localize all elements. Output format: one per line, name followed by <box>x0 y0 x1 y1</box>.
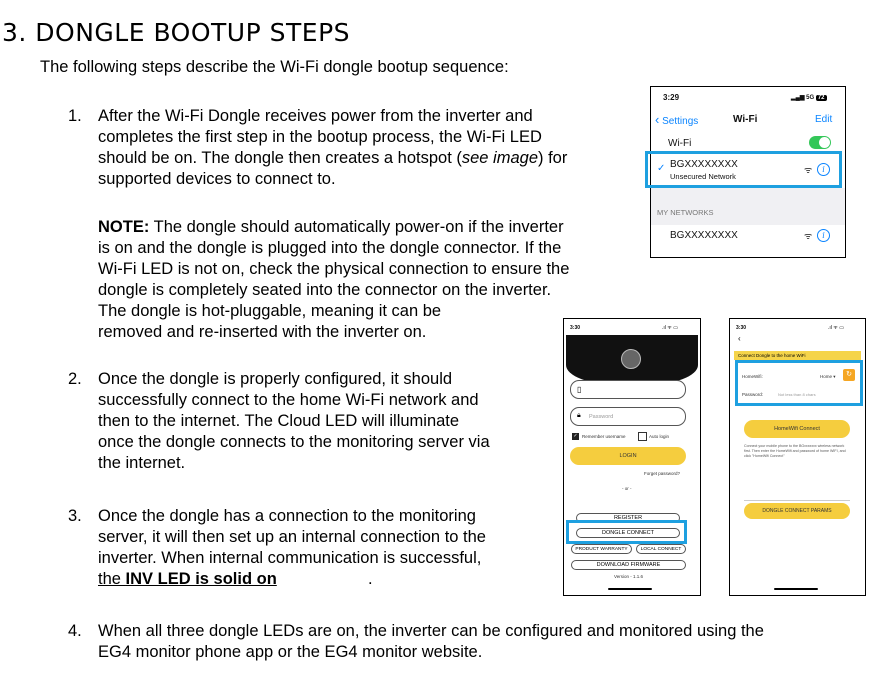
step-line: successfully connect to the home Wi-Fi network and <box>98 391 479 409</box>
step-line: After the Wi-Fi Dongle receives power from the inverter and <box>98 107 533 125</box>
step-line: Once the dongle is properly configured, it should <box>98 370 453 388</box>
step-period: . <box>368 570 373 588</box>
banner <box>734 351 861 360</box>
step-text <box>98 506 486 590</box>
home-indicator <box>608 588 652 590</box>
step-line: then to the internet. The Cloud LED will illuminate <box>98 412 460 430</box>
highlight-box <box>735 360 863 406</box>
home-indicator <box>774 588 818 590</box>
step-line: completes the first step in the bootup process, the Wi-Fi LED <box>98 128 542 146</box>
signal-text: 5G <box>806 95 815 101</box>
status-icons: ▂▄▆ 5G 72 <box>791 95 825 101</box>
note-line: is on and the dongle is plugged into the dongle connector. If the <box>98 239 562 257</box>
phone-icon: ▯ <box>577 385 582 394</box>
back-label: Settings <box>662 116 699 127</box>
note-line: The dongle is hot-pluggable, meaning it can be <box>98 302 442 320</box>
step-text <box>98 621 764 663</box>
auto-login-checkbox[interactable] <box>638 432 647 441</box>
selected-network-name: BGXXXXXXXX <box>670 159 738 170</box>
username-input[interactable] <box>570 380 686 399</box>
step-text <box>98 106 567 190</box>
wifi-toggle[interactable] <box>809 136 831 149</box>
step-line: supported devices to connect to. <box>98 170 336 188</box>
download-firmware-button[interactable]: DOWNLOAD FIRMWARE <box>571 560 686 570</box>
note-line: removed and re-inserted with the inverter on. <box>98 323 427 341</box>
note-line: Wi-Fi LED is not on, check the physical connection to ensure the <box>98 260 570 278</box>
step-line: Once the dongle has a connection to the monitoring <box>98 507 476 525</box>
step-2 <box>68 369 548 479</box>
status-time: 3:30 <box>736 325 747 331</box>
forgot-password-link[interactable]: Forget password? <box>644 471 681 476</box>
or-divider: - or - <box>622 486 632 491</box>
inv-led-text: INV LED is solid on <box>125 570 277 588</box>
selected-network-status: Unsecured Network <box>670 172 736 181</box>
homewifi-value: Home <box>820 374 833 379</box>
step-4 <box>68 621 868 665</box>
section-header: MY NETWORKS <box>657 208 714 217</box>
status-time: 3:30 <box>570 325 581 331</box>
wifi-label: Wi-Fi <box>668 138 692 149</box>
step-line: EG4 monitor phone app or the EG4 monitor website. <box>98 643 483 661</box>
back-button[interactable] <box>655 112 698 127</box>
version-text: Version - 1.1.6 <box>614 574 644 579</box>
remember-label: Remember username <box>582 434 626 439</box>
note-line: dongle is completely seated into the connector on the inverter. <box>98 281 552 299</box>
login-screenshot <box>563 318 701 596</box>
info-icon[interactable]: i <box>817 163 830 176</box>
step-line: server, it will then set up an internal connection to the <box>98 528 486 546</box>
step-3 <box>68 506 548 596</box>
password-input[interactable] <box>570 407 686 426</box>
step-number: 2. <box>68 370 82 388</box>
intro-text: The following steps describe the Wi-Fi dongle bootup sequence: <box>40 58 509 76</box>
info-text: Connect your mobile phone to the BGxxxxxxx wireless network first. Then enter the HomeWifi and password of home WIFI, and click "HomeWifi Connect" <box>744 444 846 458</box>
section-separator <box>651 188 845 225</box>
checkmark-icon: ✓ <box>657 163 666 174</box>
refresh-icon[interactable]: ↻ <box>843 369 855 381</box>
remember-checkbox[interactable]: ✓ <box>573 433 578 439</box>
network-name[interactable]: BGXXXXXXXX <box>670 230 738 241</box>
homewifi-select[interactable]: Home ▾ <box>820 374 836 379</box>
info-icon[interactable]: i <box>817 229 830 242</box>
status-icons: .ıl ᯤ ▭ <box>828 325 844 331</box>
dongle-connect-params-button[interactable]: DONGLE CONNECT PARAMS <box>744 503 850 519</box>
logo-icon <box>621 349 641 369</box>
note-block <box>98 217 638 343</box>
step-line: ) for <box>538 149 568 167</box>
step-number: 1. <box>68 107 82 125</box>
dongle-connect-button[interactable]: DONGLE CONNECT <box>576 528 680 538</box>
note-label: NOTE: <box>98 218 150 236</box>
screen-title: Wi-Fi <box>733 114 758 125</box>
homewifi-label: HomeWifi: <box>742 374 763 379</box>
battery-icon: 72 <box>817 95 825 101</box>
step-number: 3. <box>68 507 82 525</box>
highlight-box <box>645 151 842 188</box>
section-heading: 3. DONGLE BOOTUP STEPS <box>2 18 351 47</box>
login-button[interactable]: LOGIN <box>570 447 686 465</box>
back-chevron-icon[interactable]: ‹ <box>738 334 741 343</box>
wifi-signal-icon: ᯤ <box>804 165 813 175</box>
password-input[interactable]: Not less than 8 chars <box>778 392 816 397</box>
step-line: once the dongle connects to the monitoring server via <box>98 433 490 451</box>
step-line: inverter. When internal communication is successful, <box>98 549 482 567</box>
status-icons: .ıl ᯤ ▭ <box>662 325 678 331</box>
step-line: the <box>98 570 126 588</box>
product-warranty-button[interactable]: PRODUCT WARRANTY <box>571 544 632 554</box>
password-label: Password: <box>742 392 764 397</box>
banner-text: Connect Dongle to the home WiFi <box>738 353 806 358</box>
instructions-text <box>744 444 850 472</box>
note-line: The dongle should automatically power-on if the inverter <box>149 218 564 236</box>
lock-icon: 🔒︎ <box>577 412 581 419</box>
password-placeholder: Password <box>589 414 614 420</box>
step-line: When all three dongle LEDs are on, the inverter can be configured and monitored using the <box>98 622 764 640</box>
step-text <box>98 369 490 474</box>
wifi-signal-icon: ᯤ <box>804 231 813 241</box>
see-image-text: see image <box>461 149 539 167</box>
local-connect-button[interactable]: LOCAL CONNECT <box>636 544 686 554</box>
step-line: the internet. <box>98 454 186 472</box>
auto-login-label: Auto login <box>649 434 670 439</box>
step-line: should be on. The dongle then creates a hotspot ( <box>98 149 462 167</box>
step-1 <box>68 106 638 196</box>
register-button[interactable]: REGISTER <box>576 513 680 523</box>
highlight-box <box>566 520 687 544</box>
status-time: 3:29 <box>663 93 680 102</box>
homewifi-connect-button[interactable]: HomeWifi Connect <box>744 420 850 438</box>
edit-button[interactable]: Edit <box>815 114 833 125</box>
step-number: 4. <box>68 622 82 640</box>
chevron-left-icon: ‹ <box>655 112 660 127</box>
